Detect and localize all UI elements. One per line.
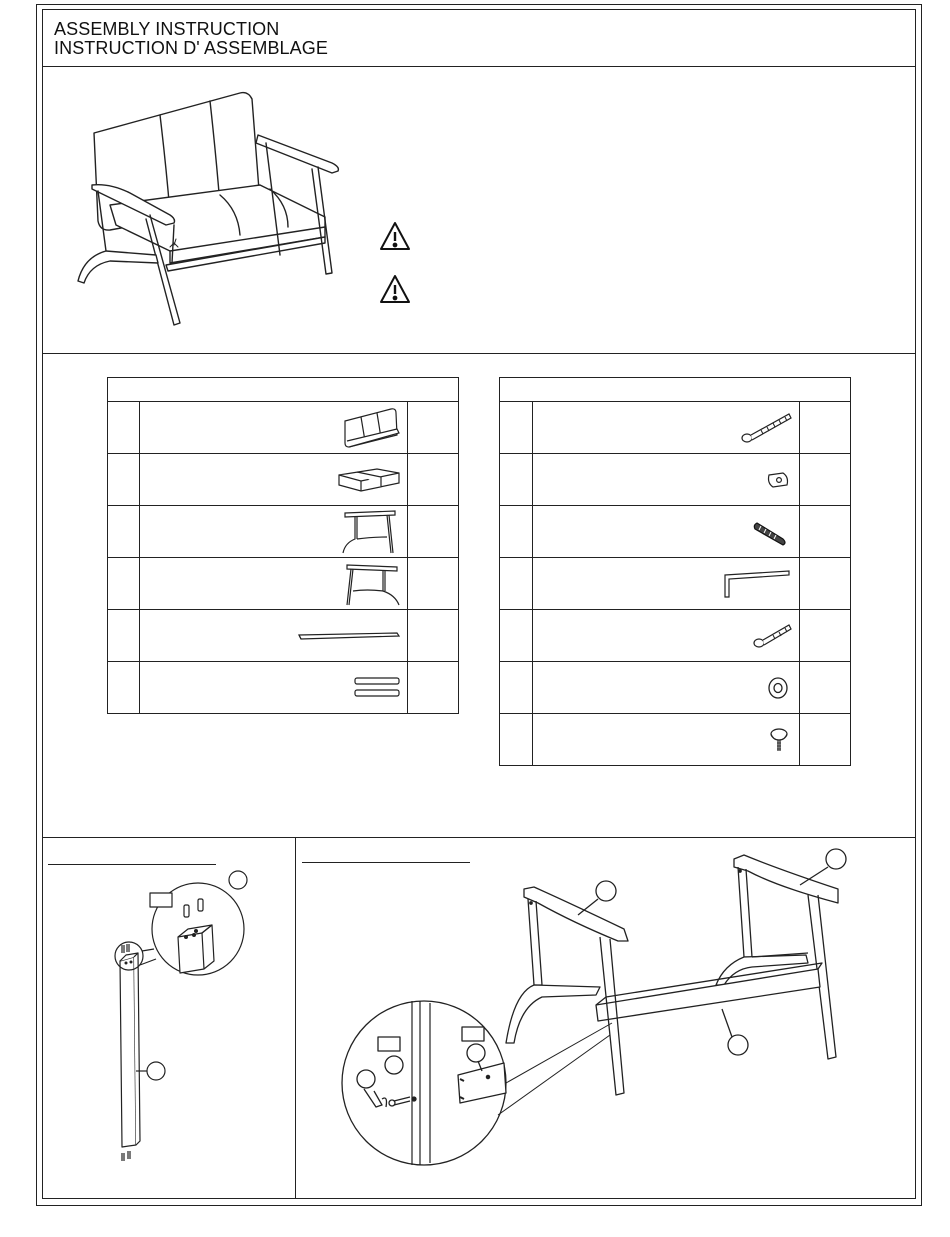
warning-triangle-icon	[378, 220, 412, 252]
warning-triangle-icon	[378, 273, 412, 305]
table-row	[500, 558, 851, 610]
hardware-image-cell	[533, 454, 800, 506]
hardware-letter-cell	[500, 714, 533, 766]
part-letter-cell	[108, 454, 140, 506]
part-image-cell	[140, 610, 408, 662]
hardware-qty-cell	[800, 402, 851, 454]
glide-foot-icon	[767, 725, 793, 755]
part-qty-cell	[408, 558, 459, 610]
hardware-image-cell	[533, 610, 800, 662]
hardware-letter-cell	[500, 402, 533, 454]
hardware-qty-cell	[800, 610, 851, 662]
hardware-letter-cell	[500, 558, 533, 610]
part-qty-cell	[408, 610, 459, 662]
hardware-letter-cell	[500, 454, 533, 506]
long-bolt-icon	[739, 410, 793, 446]
title-english: ASSEMBLY INSTRUCTION	[54, 19, 280, 39]
header-divider	[42, 66, 916, 67]
part-image-cell	[140, 558, 408, 610]
part-image-cell	[140, 402, 408, 454]
hardware-image-cell	[533, 662, 800, 714]
steps-divider	[295, 837, 296, 1199]
table-row	[500, 506, 851, 558]
table-row	[500, 402, 851, 454]
part-letter-cell	[108, 506, 140, 558]
part-letter-cell	[108, 610, 140, 662]
hardware-qty-cell	[800, 558, 851, 610]
step-2-illustration	[338, 845, 868, 1175]
parts-divider	[42, 837, 916, 838]
hardware-letter-cell	[500, 610, 533, 662]
part-qty-cell	[408, 454, 459, 506]
right-arm-frame-icon	[341, 509, 401, 555]
hardware-image-cell	[533, 506, 800, 558]
washer-icon	[763, 673, 793, 703]
parts-table-header	[108, 378, 459, 402]
part-letter-cell	[108, 558, 140, 610]
stretcher-rail-icon	[297, 629, 401, 643]
table-row	[108, 402, 459, 454]
hardware-qty-cell	[800, 714, 851, 766]
part-image-cell	[140, 454, 408, 506]
title-french: INSTRUCTION D' ASSEMBLAGE	[54, 38, 328, 58]
table-row	[108, 662, 459, 714]
table-row	[108, 506, 459, 558]
part-qty-cell	[408, 402, 459, 454]
part-qty-cell	[408, 662, 459, 714]
hardware-image-cell	[533, 402, 800, 454]
step-1-illustration	[100, 865, 260, 1165]
barrel-nut-icon	[763, 469, 793, 491]
seat-cushion-icon	[337, 465, 401, 495]
part-letter-cell	[108, 402, 140, 454]
wooden-dowel-icon	[753, 517, 793, 547]
table-row	[500, 714, 851, 766]
hardware-letter-cell	[500, 506, 533, 558]
part-qty-cell	[408, 506, 459, 558]
part-image-cell	[140, 506, 408, 558]
hardware-table	[499, 377, 851, 766]
hardware-table-header	[500, 378, 851, 402]
backrest-cushion-icon	[341, 407, 401, 449]
hardware-letter-cell	[500, 662, 533, 714]
hardware-qty-cell	[800, 454, 851, 506]
document-title	[54, 20, 328, 58]
left-arm-frame-icon	[341, 561, 401, 607]
overview-divider	[42, 353, 916, 354]
table-row	[500, 454, 851, 506]
part-letter-cell	[108, 662, 140, 714]
table-row	[108, 454, 459, 506]
hardware-image-cell	[533, 558, 800, 610]
loveseat-illustration	[70, 85, 360, 335]
parts-table	[107, 377, 459, 714]
table-row	[500, 662, 851, 714]
table-row	[500, 610, 851, 662]
hardware-image-cell	[533, 714, 800, 766]
short-bolt-icon	[751, 621, 793, 651]
hardware-qty-cell	[800, 662, 851, 714]
support-slats-icon	[353, 675, 401, 701]
allen-key-icon	[723, 569, 793, 599]
table-row	[108, 610, 459, 662]
hardware-qty-cell	[800, 506, 851, 558]
part-image-cell	[140, 662, 408, 714]
table-row	[108, 558, 459, 610]
